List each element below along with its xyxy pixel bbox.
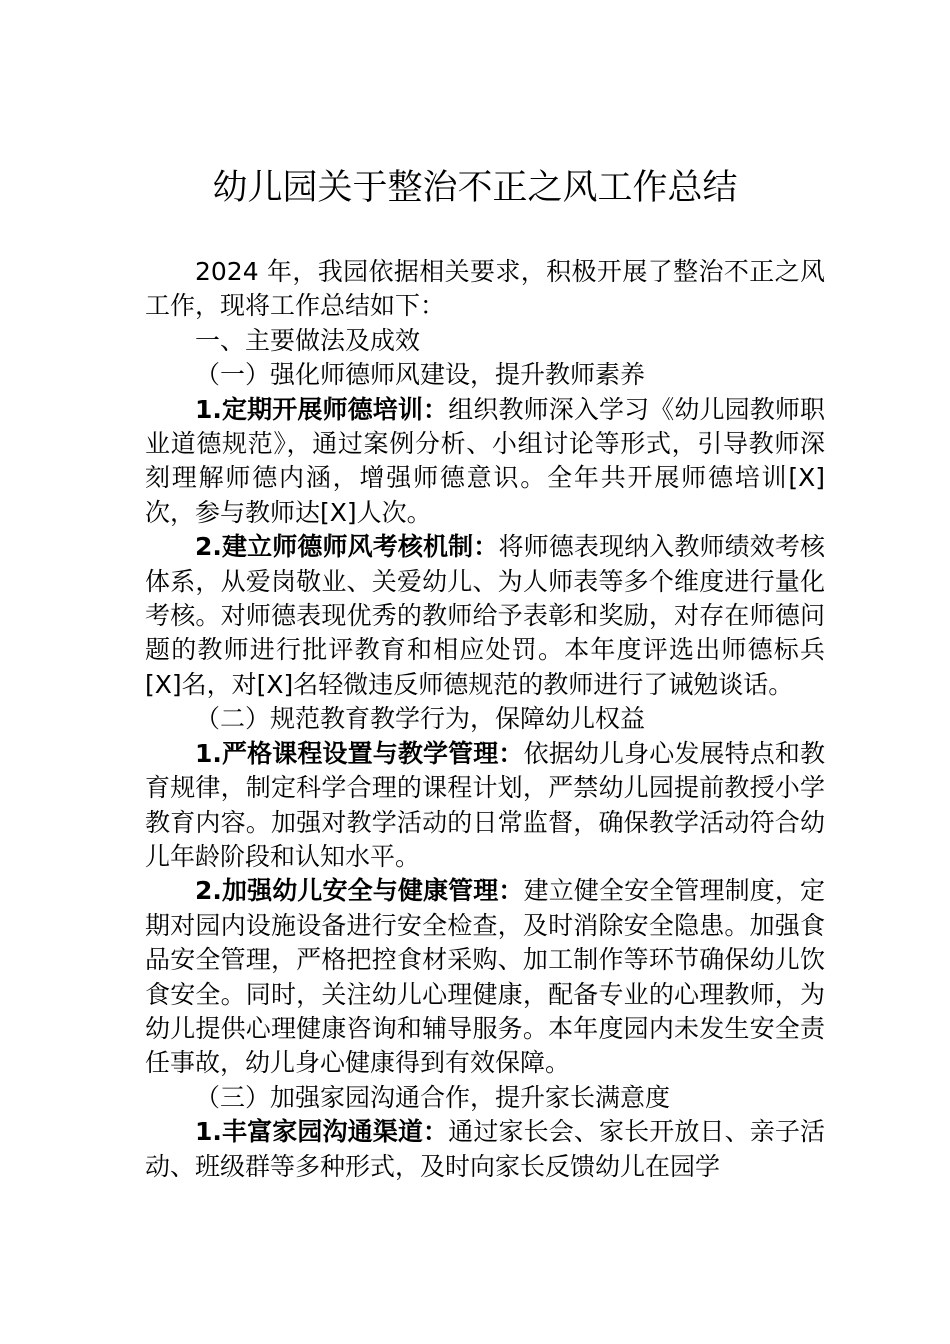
document-body	[145, 255, 825, 1184]
list-item	[145, 737, 825, 875]
item-label: 1.丰富家园沟通渠道：	[195, 1117, 449, 1147]
item-label: 2.加强幼儿安全与健康管理：	[195, 876, 524, 906]
item-text: 将师德表现纳入教师绩效考核体系，从爱岗敬业、关爱幼儿、为人师表等多个维度进行量化考核。对师德表现优秀的教师给予表彰和奖励，对存在师德问题的教师进行批评教育和相应处罚。本年度评选出师德标兵[X]名，对[X]名轻微违反师德规范的教师进行了诫勉谈话。	[145, 532, 825, 699]
item-label: 2.建立师德师风考核机制：	[195, 532, 499, 562]
item-text: 依据幼儿身心发展特点和教育规律，制定科学合理的课程计划，严禁幼儿园提前教授小学教育内容。加强对教学活动的日常监督，确保教学活动符合幼儿年龄阶段和认知水平。	[145, 738, 825, 871]
list-item	[145, 1115, 825, 1184]
subsection-heading: （一）强化师德师风建设，提升教师素养	[195, 360, 646, 390]
subsection-heading: （三）加强家园沟通合作，提升家长满意度	[195, 1082, 671, 1112]
list-item	[145, 530, 825, 702]
item-text: 通过家长会、家长开放日、亲子活动、班级群等多种形式，及时向家长反馈幼儿在园学	[145, 1117, 825, 1181]
item-label: 1.严格课程设置与教学管理：	[195, 738, 524, 768]
intro-paragraph: 2024 年，我园依据相关要求，积极开展了整治不正之风工作，现将工作总结如下：	[145, 257, 825, 321]
list-item	[145, 874, 825, 1080]
subsection-heading: （二）规范教育教学行为，保障幼儿权益	[195, 704, 646, 734]
section-heading: 一、主要做法及成效	[195, 325, 421, 355]
document-title: 幼儿园关于整治不正之风工作总结	[212, 168, 738, 208]
list-item	[145, 393, 825, 531]
item-text: 建立健全安全管理制度，定期对园内设施设备进行安全检查，及时消除安全隐患。加强食品安全管理，严格把控食材采购、加工制作等环节确保幼儿饮食安全。同时，关注幼儿心理健康，配备专业的心理教师，为幼儿提供心理健康咨询和辅导服务。本年度园内未发生安全责任事故，幼儿身心健康得到有效保障。	[145, 876, 825, 1078]
item-text: 组织教师深入学习《幼儿园教师职业道德规范》，通过案例分析、小组讨论等形式，引导教师深刻理解师德内涵，增强师德意识。全年共开展师德培训[X]次，参与教师达[X]人次。	[145, 394, 825, 527]
item-label: 1.定期开展师德培训：	[195, 394, 449, 424]
